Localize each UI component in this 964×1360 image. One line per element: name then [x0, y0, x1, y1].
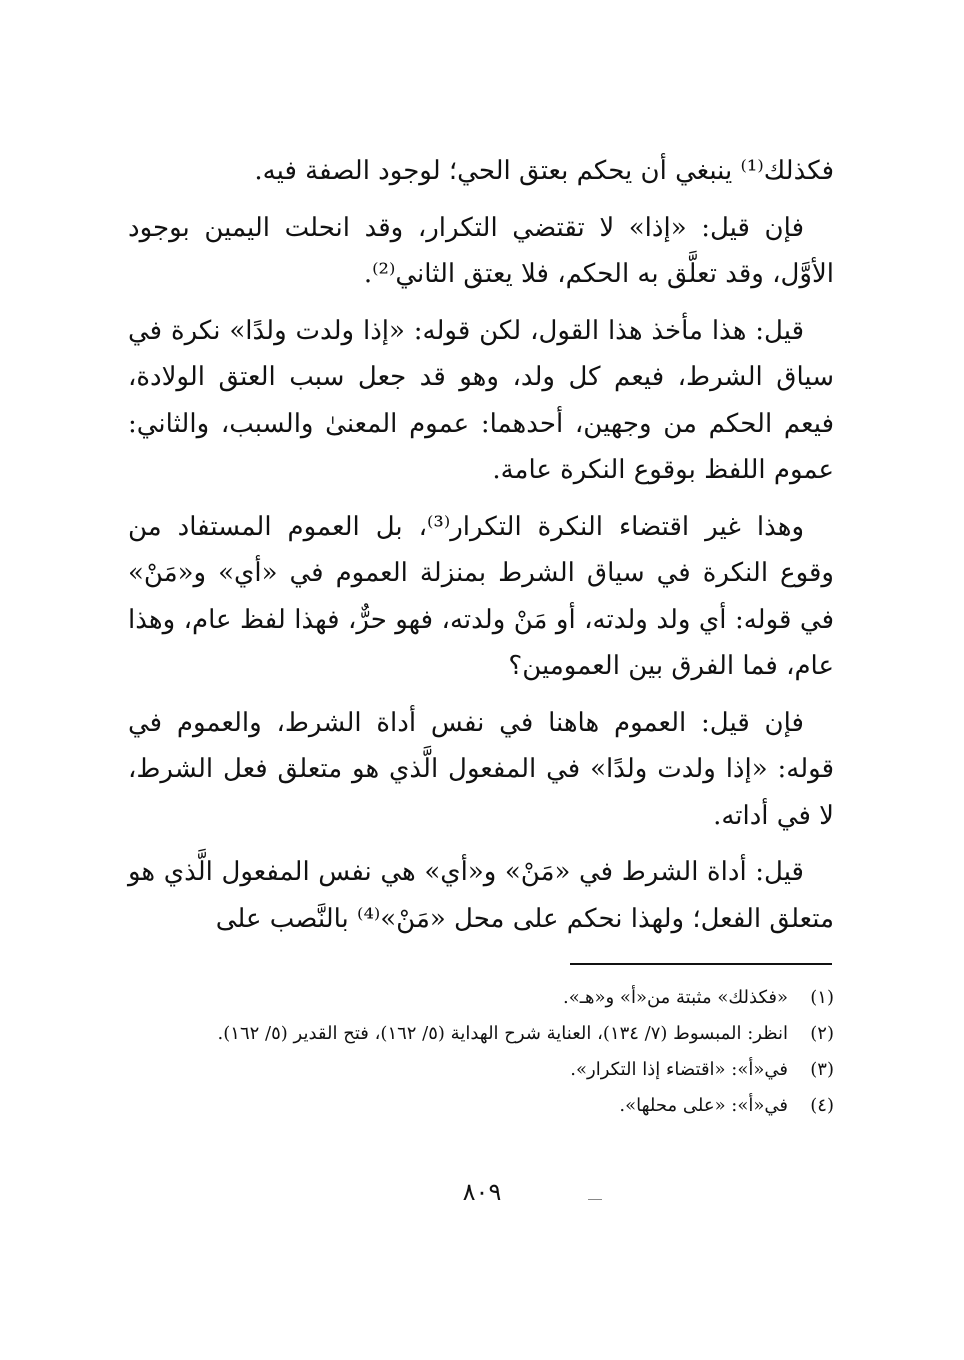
paragraph-3: قيل: هذا مأخذ هذا القول، لكن قوله: «إذا ولدت ولدًا» نكرة في سياق الشرط، فيعم كل ولد، وهو قد جعل سبب العتق الولادة، فيعم الحكم من وجهين، أحدهما: عموم المعنىٰ والسبب، والثاني: عموم اللفظ بوقوع النكرة عامة. — [128, 315, 834, 485]
footnote-3 — [128, 1054, 834, 1086]
paragraph-2: فإن قيل: «إذا» لا تقتضي التكرار، وقد انحلت اليمين بوجود الأوَّل، وقد تعلَّق به الحكم، فلا يعتق الثاني⁽²⁾. — [128, 212, 834, 289]
footnote-text: «فكذلك» مثبتة من«أ» و«هـ». — [563, 987, 788, 1008]
paragraph-1: فكذلك⁽¹⁾ ينبغي أن يحكم بعتق الحي؛ لوجود الصفة فيه. — [254, 156, 834, 186]
footnote-number: (١) — [810, 987, 834, 1008]
footnote-text: في«أ»: «على محلها». — [619, 1095, 788, 1116]
main-text — [128, 148, 834, 952]
footnote-separator — [570, 963, 832, 965]
page-number: ٨٠٩ — [462, 1178, 502, 1206]
paragraph-4: وهذا غير اقتضاء النكرة التكرار⁽³⁾، بل العموم المستفاد من وقوع النكرة في سياق الشرط بمنزلة العموم في «أي» و«مَنْ» في قوله: أي ولد ولدته، أو مَنْ ولدته، فهو حرٌّ، فهذا لفظ عام، وهذا عام، فما الفرق بين العمومين؟ — [128, 511, 834, 681]
footnote-text: انظر: المبسوط (٧/ ١٣٤)، العناية شرح الهداية (٥/ ١٦٢)، فتح القدير (٥/ ١٦٢). — [217, 1023, 788, 1044]
footnote-number: (٤) — [810, 1095, 834, 1116]
footnote-4 — [128, 1090, 834, 1122]
paragraph-5: فإن قيل: العموم هاهنا في نفس أداة الشرط، والعموم في قوله: «إذا ولدت ولدًا» في المفعول الَّذي هو متعلق فعل الشرط، لا في أداته. — [128, 707, 834, 831]
footnotes — [128, 982, 834, 1126]
paragraph-6: قيل: أداة الشرط في «مَنْ» و«أي» هي نفس المفعول الَّذي هو متعلق الفعل؛ ولهذا نحكم على محل «مَنْ»⁽⁴⁾ بالنَّصب على — [128, 857, 834, 934]
scan-mark — [588, 1199, 602, 1200]
footnote-2 — [128, 1018, 834, 1050]
footnote-1 — [128, 982, 834, 1014]
footnote-text: في«أ»: «اقتضاء إذا التكرار». — [570, 1059, 788, 1080]
footnote-number: (٢) — [810, 1023, 834, 1044]
footnote-number: (٣) — [810, 1059, 834, 1080]
